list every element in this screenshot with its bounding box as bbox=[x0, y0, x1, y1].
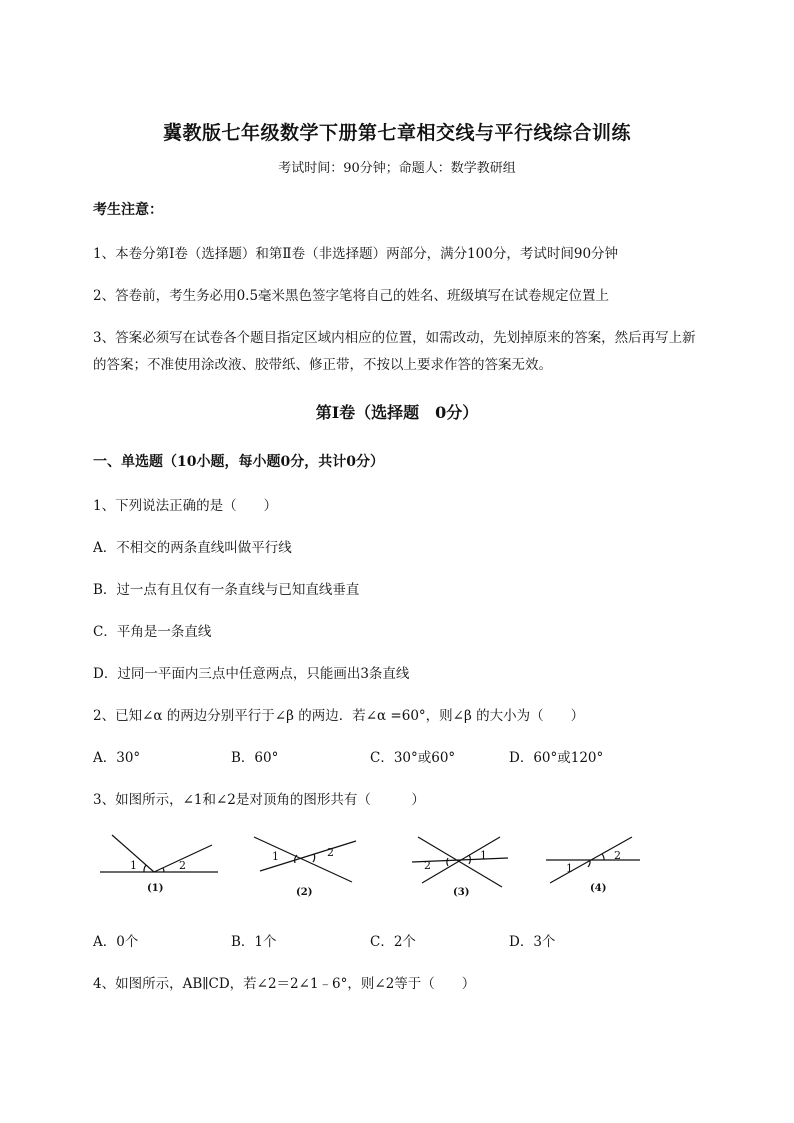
figure-2-caption: (2) bbox=[296, 887, 313, 898]
question-3-option-b: B．1个 bbox=[231, 934, 277, 950]
question-2-option-c: C．30°或60° bbox=[370, 750, 456, 766]
question-3-stem: 3、如图所示，∠1和∠2是对顶角的图形共有（ ） bbox=[93, 792, 425, 808]
figure-1-caption: (1) bbox=[147, 883, 164, 894]
question-1-option-b: B．过一点有且仅有一条直线与已知直线垂直 bbox=[93, 582, 360, 598]
figure-4-angle-1-label: 1 bbox=[566, 862, 573, 875]
question-3-figures bbox=[90, 825, 670, 900]
figure-3-angle-1-label: 1 bbox=[480, 849, 487, 862]
figure-4-diagram bbox=[546, 837, 640, 883]
question-2-option-a: A．30° bbox=[93, 750, 141, 766]
notice-item-1: 1、本卷分第Ⅰ卷（选择题）和第Ⅱ卷（非选择题）两部分，满分100分，考试时间90分钟 bbox=[93, 246, 619, 262]
question-4-stem: 4、如图所示，AB∥CD，若∠2＝2∠1﹣6°，则∠2等于（ ） bbox=[93, 976, 476, 992]
figure-1-diagram bbox=[100, 835, 218, 872]
section-subtitle: 一、单选题（10小题，每小题0分，共计0分） bbox=[93, 454, 384, 470]
question-1-option-a: A．不相交的两条直线叫做平行线 bbox=[93, 540, 292, 556]
notice-item-2: 2、答卷前，考生务必用0.5毫米黑色签字笔将自己的姓名、班级填写在试卷规定位置上 bbox=[93, 288, 610, 304]
figure-3-caption: (3) bbox=[453, 887, 470, 898]
question-3-option-a: A．0个 bbox=[93, 934, 139, 950]
question-3-option-c: C．2个 bbox=[370, 934, 416, 950]
figure-2-angle-1-label: 1 bbox=[272, 850, 279, 863]
question-1-option-c: C．平角是一条直线 bbox=[93, 624, 212, 640]
section-title: 第Ⅰ卷（选择题 0分） bbox=[315, 403, 479, 422]
question-2-option-d: D．60°或120° bbox=[509, 750, 604, 766]
page-title: 冀教版七年级数学下册第七章相交线与平行线综合训练 bbox=[162, 122, 631, 144]
notice-item-3: 3、答案必须写在试卷各个题目指定区域内相应的位置，如需改动，先划掉原来的答案，然后再写上新 bbox=[93, 330, 696, 346]
figure-2-angle-2-label: 2 bbox=[327, 846, 334, 859]
figure-2-diagram bbox=[254, 837, 356, 882]
figure-1-angle-2-label: 2 bbox=[179, 859, 186, 872]
notice-item-3-cont: 的答案；不准使用涂改液、胶带纸、修正带，不按以上要求作答的答案无效。 bbox=[93, 357, 552, 373]
exam-info: 考试时间：90分钟；命题人：数学教研组 bbox=[278, 161, 516, 176]
question-2-stem: 2、已知∠α 的两边分别平行于∠β 的两边．若∠α =60°，则∠β 的大小为（ ） bbox=[93, 708, 585, 724]
question-1-stem: 1、下列说法正确的是（ ） bbox=[93, 498, 278, 514]
figure-4-angle-2-label: 2 bbox=[614, 849, 621, 862]
figure-4-caption: (4) bbox=[590, 883, 607, 894]
notice-heading: 考生注意： bbox=[93, 202, 163, 218]
question-3-option-d: D．3个 bbox=[509, 934, 556, 950]
figure-3-angle-2-label: 2 bbox=[424, 859, 431, 872]
question-2-option-b: B．60° bbox=[231, 750, 279, 766]
figure-1-angle-1-label: 1 bbox=[130, 859, 137, 872]
question-1-option-d: D．过同一平面内三点中任意两点，只能画出3条直线 bbox=[93, 666, 410, 682]
